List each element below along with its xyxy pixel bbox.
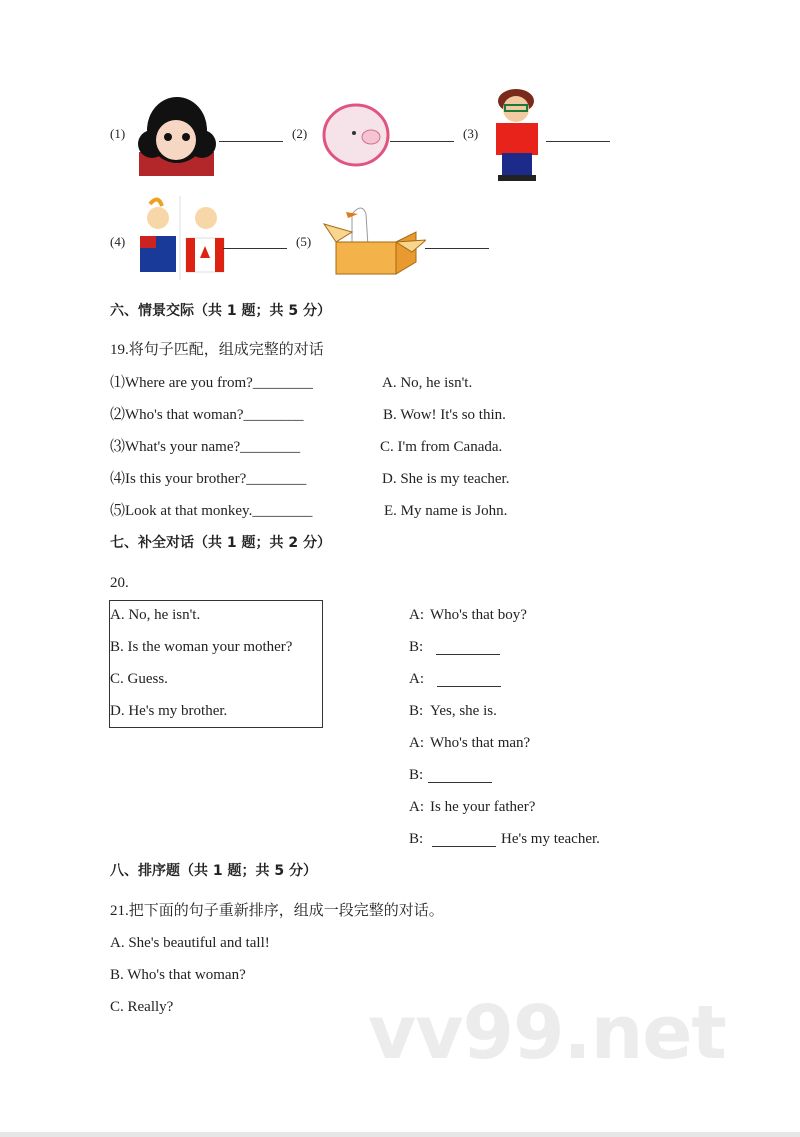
sentence-item: A. She's beautiful and tall! xyxy=(110,935,270,951)
dialog-speaker: B: xyxy=(409,639,424,655)
match-left-item: ⑷Is this your brother?________ xyxy=(110,471,307,487)
dialog-speaker: A: xyxy=(409,799,424,815)
match-left-item: ⑶What's your name?________ xyxy=(110,439,301,455)
sentence-item: C. Really? xyxy=(110,999,174,1015)
section-heading: 八、排序题（共 1 题；共 5 分） xyxy=(110,863,317,879)
dialog-line: Yes, she is. xyxy=(430,703,497,719)
sentence-item: B. Who's that woman? xyxy=(110,967,246,983)
item-label: (5) xyxy=(296,234,312,249)
dialog-line: Is he your father? xyxy=(430,799,536,815)
dialog-blank[interactable] xyxy=(428,782,492,783)
dialog-line: He's my teacher. xyxy=(501,831,600,847)
option-item: D. He's my brother. xyxy=(110,703,228,719)
dialog-speaker: B: xyxy=(409,767,424,783)
answer-blank[interactable] xyxy=(223,248,287,249)
dialog-speaker: B: xyxy=(409,831,424,847)
answer-blank[interactable] xyxy=(219,141,283,142)
section-heading: 六、情景交际（共 1 题；共 5 分） xyxy=(110,303,331,319)
match-right-item: C. I'm from Canada. xyxy=(380,439,503,455)
pig-picture xyxy=(316,95,394,175)
dialog-speaker: A: xyxy=(409,735,424,751)
option-item: A. No, he isn't. xyxy=(110,607,201,623)
answer-blank[interactable] xyxy=(390,141,454,142)
option-item: B. Is the woman your mother? xyxy=(110,639,293,655)
question-prompt: 21.把下面的句子重新排序，组成一段完整的对话。 xyxy=(110,903,444,919)
dialog-blank[interactable] xyxy=(432,846,496,847)
question-prompt: 19.将句子匹配，组成完整的对话 xyxy=(110,342,324,358)
item-label: (3) xyxy=(463,126,479,141)
question-number: 20. xyxy=(110,575,129,591)
item-label: (4) xyxy=(110,234,126,249)
man-picture xyxy=(488,87,546,183)
match-right-item: B. Wow! It's so thin. xyxy=(383,407,506,423)
watermark: vv99.net xyxy=(368,990,726,1076)
girl-picture xyxy=(134,92,220,176)
match-right-item: E. My name is John. xyxy=(384,503,508,519)
dialog-speaker: B: xyxy=(409,703,424,719)
section-heading: 七、补全对话（共 1 题；共 2 分） xyxy=(110,535,331,551)
match-right-item: A. No, he isn't. xyxy=(382,375,473,391)
item-label: (1) xyxy=(110,126,126,141)
dialog-line: Who's that man? xyxy=(430,735,531,751)
dialog-speaker: A: xyxy=(409,607,424,623)
option-item: C. Guess. xyxy=(110,671,168,687)
match-right-item: D. She is my teacher. xyxy=(382,471,510,487)
answer-blank[interactable] xyxy=(425,248,489,249)
duck-in-box-picture xyxy=(322,202,426,280)
match-left-item: ⑴Where are you from?________ xyxy=(110,375,313,391)
item-label: (2) xyxy=(292,126,308,141)
match-left-item: ⑸Look at that monkey.________ xyxy=(110,503,313,519)
australia-canada-kids-picture xyxy=(136,196,226,280)
dialog-blank[interactable] xyxy=(437,686,501,687)
dialog-line: Who's that boy? xyxy=(430,607,527,623)
dialog-blank[interactable] xyxy=(436,654,500,655)
dialog-speaker: A: xyxy=(409,671,424,687)
answer-blank[interactable] xyxy=(546,141,610,142)
page-bottom-edge xyxy=(0,1132,800,1137)
match-left-item: ⑵Who's that woman?________ xyxy=(110,407,304,423)
